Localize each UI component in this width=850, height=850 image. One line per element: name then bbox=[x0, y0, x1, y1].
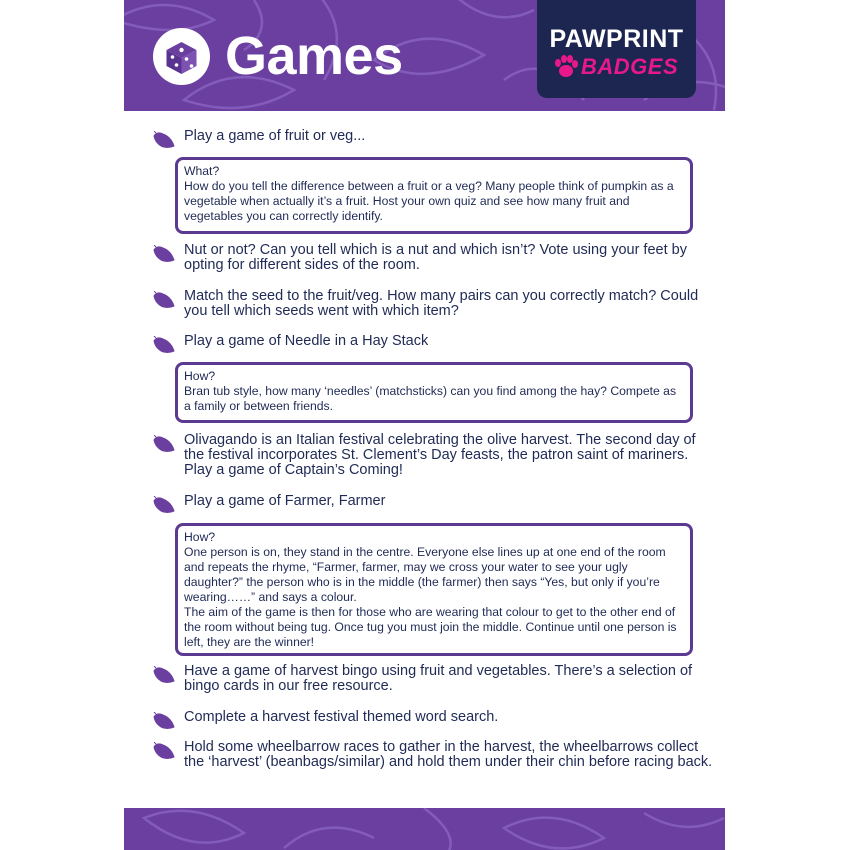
dice-badge bbox=[153, 28, 210, 85]
list-item-text: Have a game of harvest bingo using fruit and vegetables. There’s a selection of bingo cards in our free resource. bbox=[184, 663, 693, 694]
info-box bbox=[175, 523, 693, 656]
list-item-text: Complete a harvest festival themed word search. bbox=[184, 709, 499, 725]
leaf-bullet-icon bbox=[153, 245, 175, 263]
info-box-body: One person is on, they stand in the centre. Everyone else lines up at one end of the room and repeats the rhyme, “Farmer, farmer, may we cross your water to see your ugly daughter?” the person who is in the middle (the farmer) then says “Yes, but only if you’re wearing……” and says a colour. The aim of the game is then for those who are wearing that colour to get to the other end of the room without being tug. Once tug you must join the middle. Continue until one person is left, they are the winner! bbox=[184, 545, 677, 649]
list-item-text: Match the seed to the fruit/veg. How many pairs can you correctly match? Could you tell which seeds went with which item? bbox=[184, 288, 699, 319]
list-item-text: Play a game of fruit or veg... bbox=[184, 128, 366, 144]
leaf-bullet-icon bbox=[153, 131, 175, 149]
list-item-text: Nut or not? Can you tell which is a nut and which isn’t? Vote using your feet by opting for different sides of the room. bbox=[184, 242, 687, 273]
leaf-bullet-icon bbox=[153, 666, 175, 684]
list-item-text: Olivagando is an Italian festival celebrating the olive harvest. The second day of the festival incorporates St. Clement’s Day feasts, the patron saint of mariners. Play a game of Captain’s Coming! bbox=[184, 432, 696, 478]
leaf-bullet-icon bbox=[153, 336, 175, 354]
brand-logo bbox=[537, 0, 696, 98]
brand-name-badges: BADGES bbox=[581, 54, 679, 79]
paw-icon bbox=[553, 55, 579, 79]
brand-name-top: PAWPRINT bbox=[549, 25, 684, 53]
info-box bbox=[175, 157, 693, 234]
leaf-bullet-icon bbox=[153, 291, 175, 309]
activity-sheet bbox=[124, 0, 725, 850]
header-banner bbox=[124, 0, 725, 111]
info-box bbox=[175, 362, 693, 423]
info-box-label: How? bbox=[184, 369, 216, 383]
leaf-bullet-icon bbox=[153, 742, 175, 760]
list-item-text: Play a game of Farmer, Farmer bbox=[184, 493, 386, 509]
leaf-pattern-decoration bbox=[124, 808, 725, 850]
info-box-body: How do you tell the difference between a fruit or a veg? Many people think of pumpkin as a vegetable when actually it’s a fruit. Host your own quiz and see how many fruit and vegetables you can correctly identify. bbox=[184, 179, 674, 223]
footer-banner bbox=[124, 808, 725, 850]
info-box-label: How? bbox=[184, 530, 216, 544]
info-box-body: Bran tub style, how many ‘needles’ (matchsticks) can you find among the hay? Compete as a family or between friends. bbox=[184, 384, 677, 413]
info-box-label: What? bbox=[184, 164, 220, 178]
leaf-bullet-icon bbox=[153, 435, 175, 453]
dice-icon bbox=[153, 28, 210, 85]
list-item-text: Play a game of Needle in a Hay Stack bbox=[184, 333, 429, 349]
brand-name-bottom-group bbox=[551, 53, 691, 81]
page-title: Games bbox=[225, 26, 403, 86]
leaf-bullet-icon bbox=[153, 712, 175, 730]
leaf-bullet-icon bbox=[153, 496, 175, 514]
list-item-text: Hold some wheelbarrow races to gather in the harvest, the wheelbarrows collect the ‘harvest’ (beanbags/similar) and hold them under their chin before racing back. bbox=[184, 739, 713, 770]
